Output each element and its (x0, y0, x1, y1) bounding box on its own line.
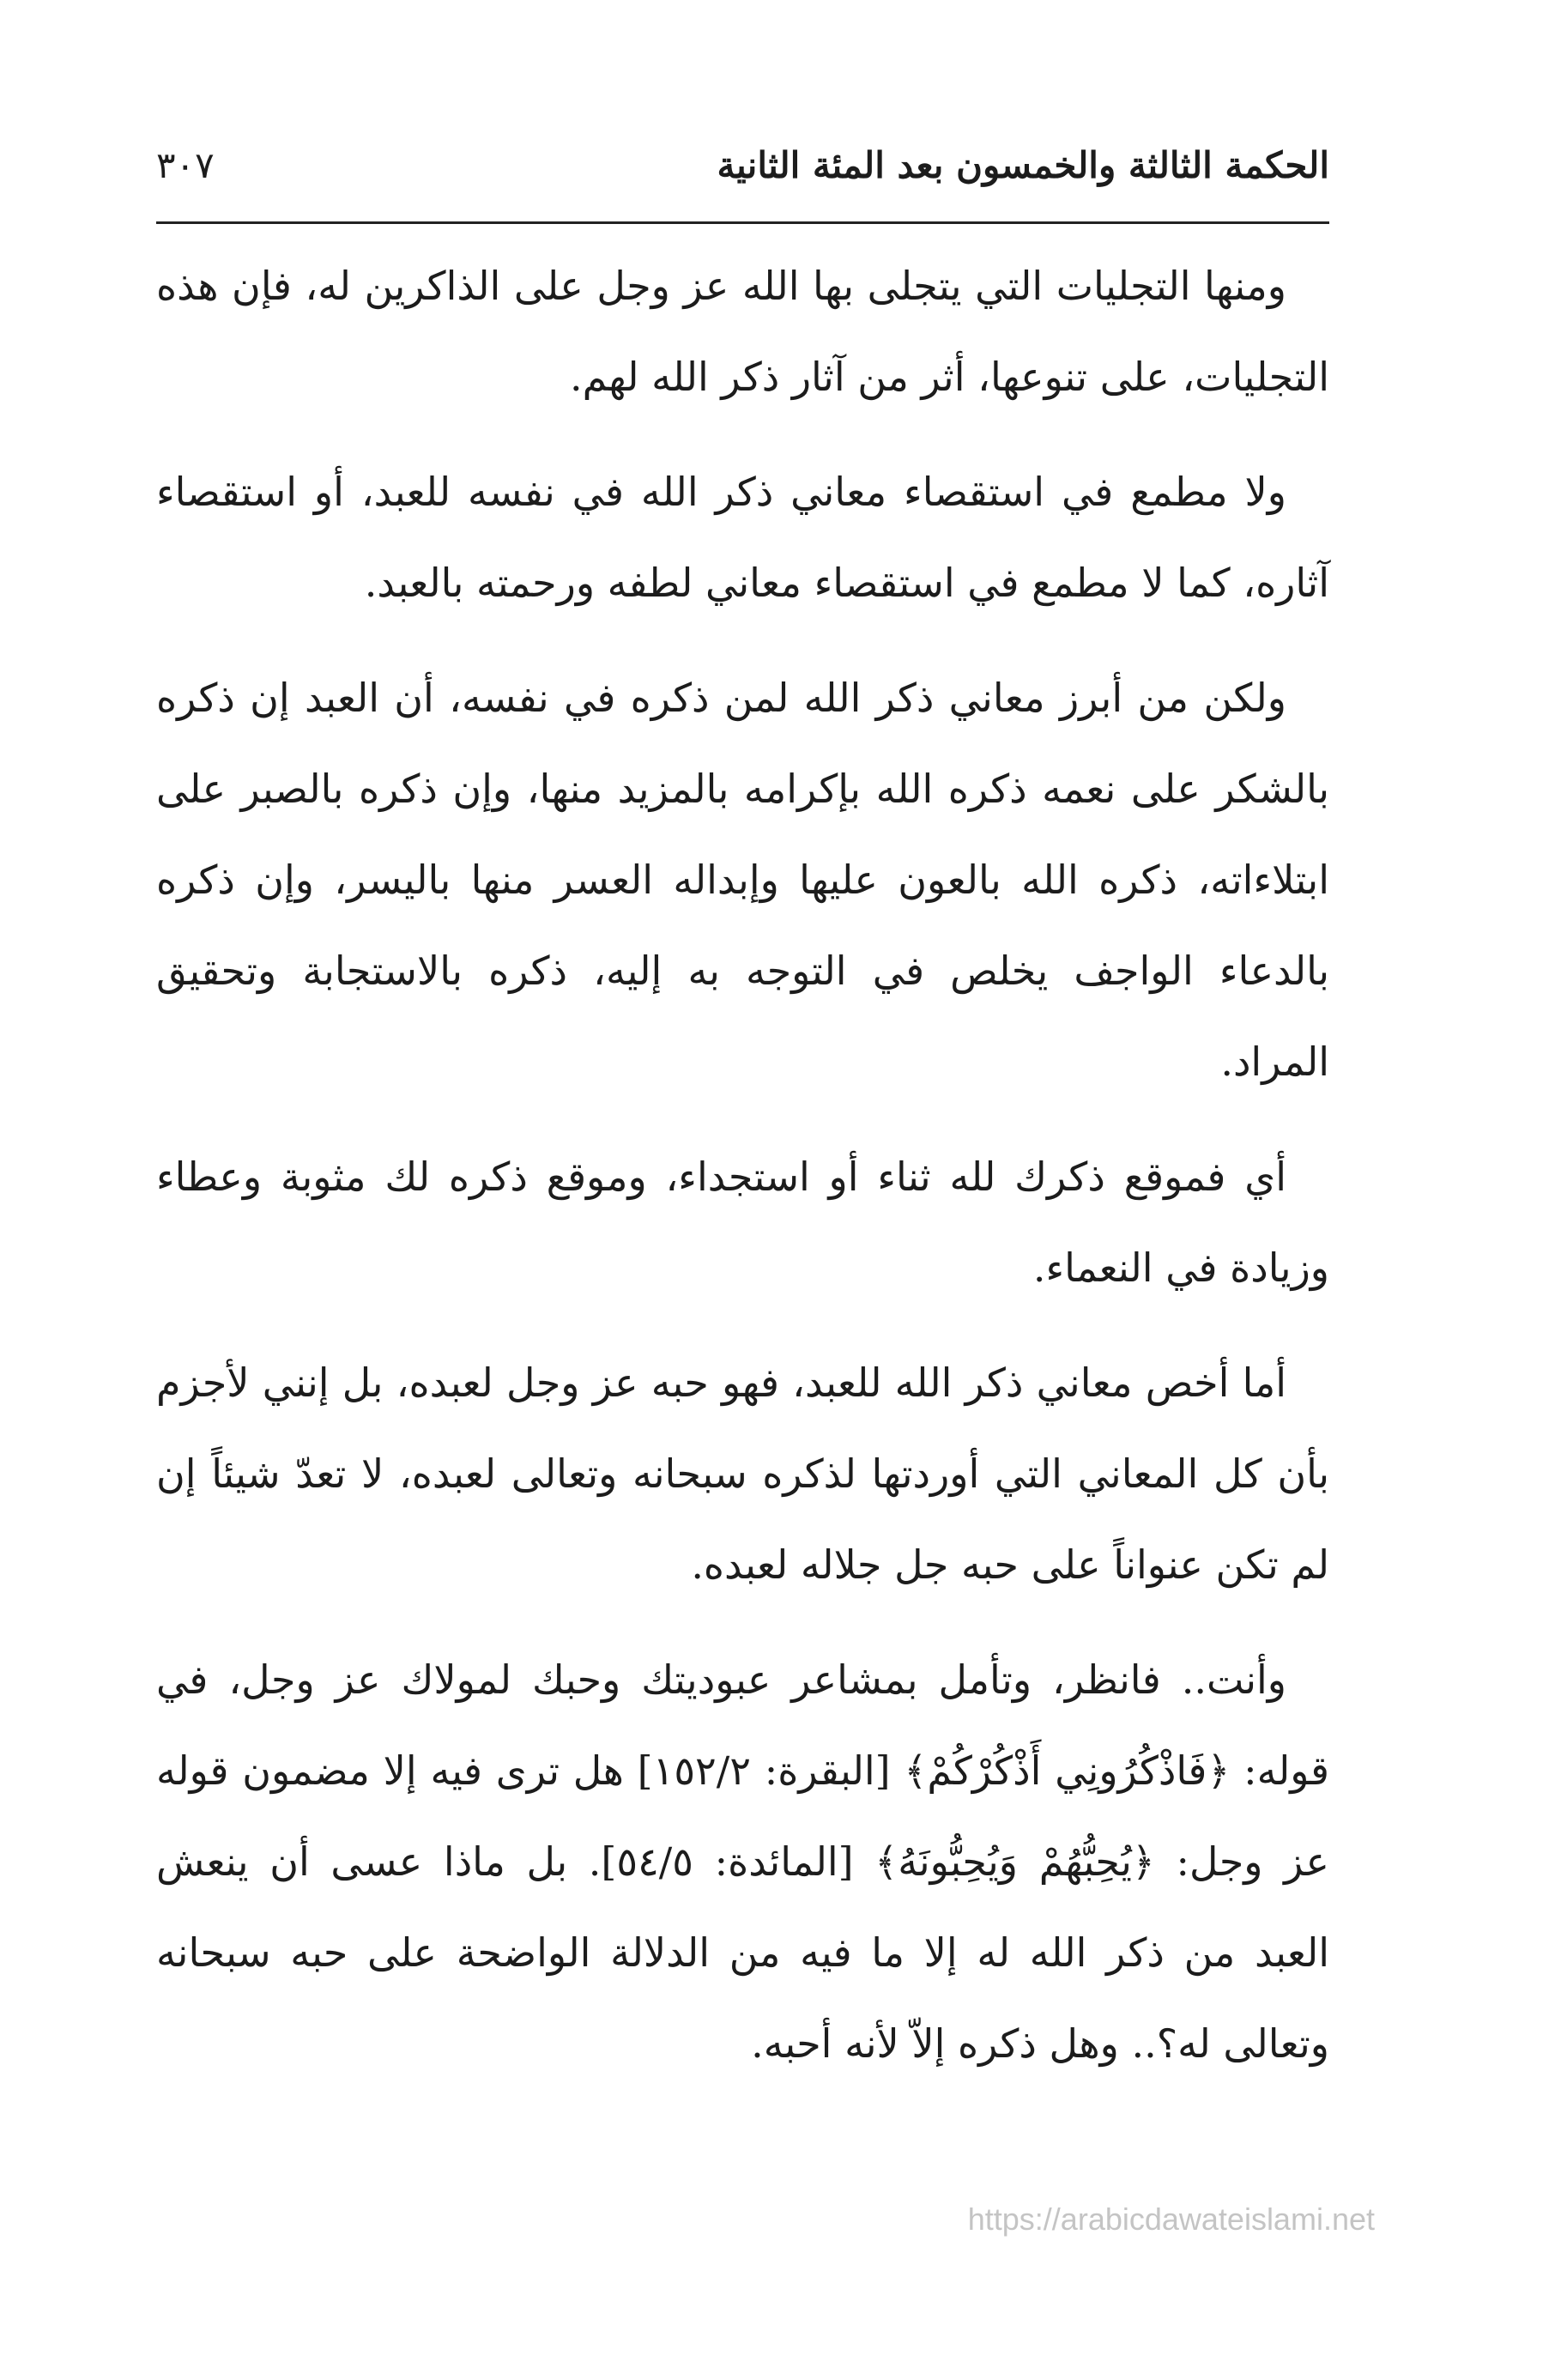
paragraph: ومنها التجليات التي يتجلى بها الله عز وجل على الذاكرين له، فإن هذه التجليات، على تنوعها، أثر من آثار ذكر الله لهم. (156, 263, 1329, 400)
paragraph: أي فموقع ذكرك لله ثناء أو استجداء، وموقع ذكره لك مثوبة وعطاء وزيادة في النعماء. (156, 1154, 1329, 1291)
watermark-url: https://arabicdawateislami.net (967, 2201, 1375, 2237)
body-text (156, 240, 1329, 2113)
paragraph: ولا مطمع في استقصاء معاني ذكر الله في نفسه للعبد، أو استقصاء آثاره، كما لا مطمع في استقصاء معاني لطفه ورحمته بالعبد. (156, 469, 1329, 606)
header-divider (156, 221, 1329, 224)
paragraph: ولكن من أبرز معاني ذكر الله لمن ذكره في نفسه، أن العبد إن ذكره بالشكر على نعمه ذكره الله بإكرامه بالمزيد منها، وإن ذكره بالصبر على ابتلاءاته، ذكره الله بالعون عليها وإبداله العسر منها باليسر، وإن ذكره بالدعاء الواجف يخلص في التوجه به إليه، ذكره بالاستجابة وتحقيق المراد. (156, 675, 1329, 1085)
paragraph: أما أخص معاني ذكر الله للعبد، فهو حبه عز وجل لعبده، بل إنني لأجزم بأن كل المعاني التي أوردتها لذكره سبحانه وتعالى لعبده، لا تعدّ شيئاً إن لم تكن عنواناً على حبه جل جلاله لعبده. (156, 1360, 1329, 1588)
chapter-title: الحكمة الثالثة والخمسون بعد المئة الثانية (717, 144, 1329, 186)
running-header (156, 137, 1329, 197)
paragraph: وأنت.. فانظر، وتأمل بمشاعر عبوديتك وحبك لمولاك عز وجل، في قوله: ﴿فَاذْكُرُونِي أَذْكُرْكُمْ﴾ [البقرة: ١٥٢/٢] هل ترى فيه إلا مضمون قوله عز وجل: ﴿يُحِبُّهُمْ وَيُحِبُّونَهُ﴾ [المائدة: ٥٤/٥]. بل ماذا عسى أن ينعش العبد من ذكر الله له إلا ما فيه من الدلالة الواضحة على حبه سبحانه وتعالى له؟.. وهل ذكره إلاّ لأنه أحبه. (156, 1656, 1330, 2067)
page-number: ٣٠٧ (156, 144, 215, 186)
